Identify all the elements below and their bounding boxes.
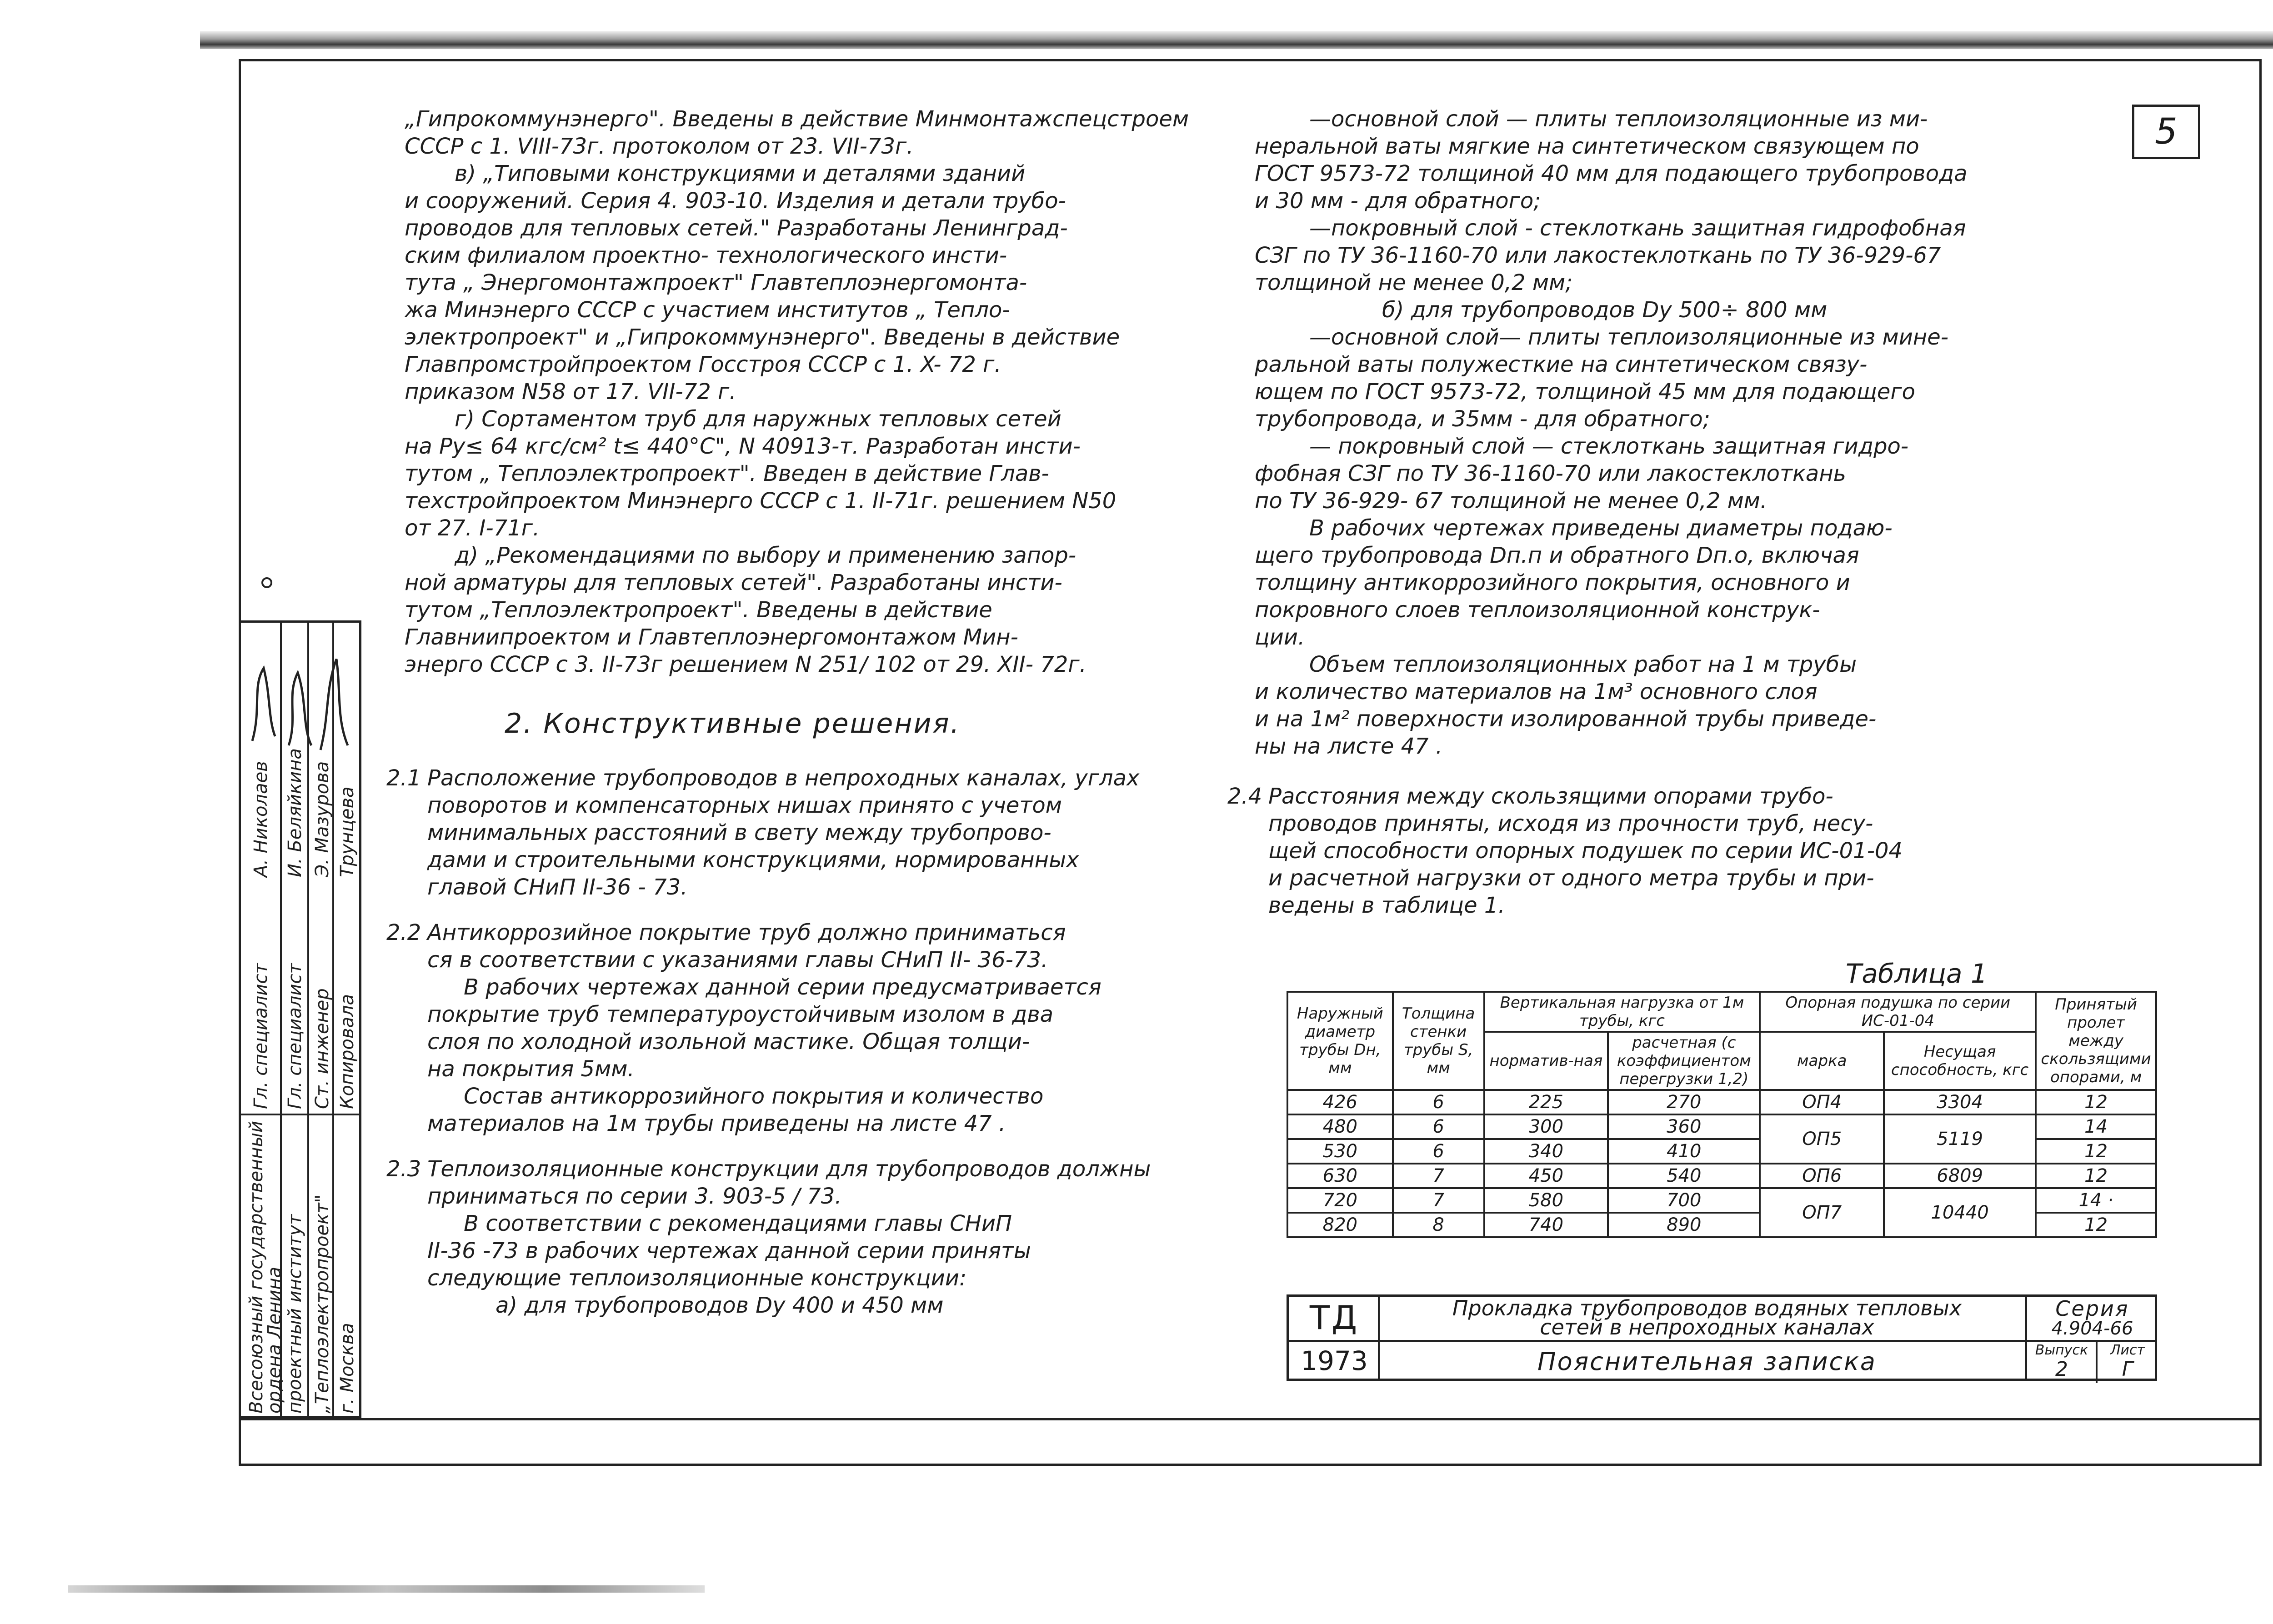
text-line: ведены в таблице 1.: [1268, 893, 1505, 918]
text-line: а) для трубопроводов Dу 400 и 450 мм: [496, 1293, 944, 1318]
tb-title-line-2: сетей в непроходных каналах: [1540, 1315, 1874, 1339]
cell: 426: [1287, 1090, 1393, 1114]
stamp-org-line: Всесоюзный государственный: [246, 1121, 267, 1414]
scan-artifact-top: [200, 31, 2273, 49]
header-load-calculated: расчетная (с коэффициентом перегрузки 1,2): [1608, 1032, 1760, 1090]
text-line: —основной слой — плиты теплоизоляционные из ми-: [1309, 106, 1928, 132]
stamp-role: Ст. инженер: [312, 988, 333, 1109]
header-diameter: Наружный диаметр трубы Dн, мм: [1287, 992, 1393, 1090]
cell: 890: [1608, 1213, 1760, 1237]
cell: 6809: [1884, 1164, 2036, 1188]
tb-year: 1973: [1301, 1345, 1368, 1376]
tb-divider: [1380, 1340, 2157, 1342]
cell: 14 ·: [2036, 1188, 2156, 1213]
text-line: поворотов и компенсаторных нишах принято с учетом: [427, 793, 1062, 818]
text-line: тута „ Энергомонтажпроект" Главтеплоэнергомонта-: [405, 270, 1027, 295]
text-line: Расположение трубопроводов в непроходных каналах, углах: [427, 765, 1140, 791]
cell: 480: [1287, 1114, 1393, 1139]
text-line: от 27. I-71г.: [405, 515, 540, 541]
tb-series-value: 4.904-66: [2051, 1318, 2133, 1339]
cell: ОП6: [1760, 1164, 1884, 1188]
header-support-capacity: Несущая способность, кгс: [1884, 1032, 2036, 1090]
paragraph-2-4: [1227, 783, 2141, 919]
text-line: г) Сортаментом труб для наружных тепловых сетей: [455, 406, 1061, 432]
cell: 720: [1287, 1188, 1393, 1213]
stamp-name: А. Николаев: [250, 761, 271, 877]
tb-right-divider: [2025, 1297, 2027, 1379]
right-text-column: [1227, 105, 2141, 919]
text-line: слоя по холодной изольной мастике. Общая толщи-: [427, 1029, 1030, 1054]
text-line: на Pу≤ 64 кгс/см² t≤ 440°C", N 40913-т. Разработан инсти-: [405, 434, 1081, 459]
cell: 10440: [1884, 1188, 2036, 1237]
header-wall: Толщина стенки трубы S, мм: [1393, 992, 1484, 1090]
cell: ОП7: [1760, 1188, 1884, 1237]
tb-series-label: Серия: [2055, 1296, 2129, 1321]
tb-issue-divider: [2096, 1340, 2098, 1383]
stamp-name: Э. Мазурова: [312, 761, 333, 877]
text-line: толщину антикоррозийного покрытия, основного и: [1255, 570, 1850, 595]
cell: 410: [1608, 1139, 1760, 1164]
paragraph-2-3: [386, 1155, 1259, 1319]
cell: 225: [1484, 1090, 1608, 1114]
item-number: 2.3: [386, 1156, 421, 1182]
text-line: II-36 -73 в рабочих чертежах данной серии приняты: [427, 1238, 1031, 1264]
text-line: приказом N58 от 17. VII-72 г.: [405, 379, 736, 405]
paragraph-2-1: [386, 765, 1259, 901]
cell: 580: [1484, 1188, 1608, 1213]
header-load: Вертикальная нагрузка от 1м трубы, кгс: [1484, 992, 1760, 1032]
side-stamp: [239, 620, 361, 1418]
stamp-org-line: ордена Ленина: [264, 1266, 285, 1414]
table-row: [1287, 1114, 2156, 1139]
cell: ОП4: [1760, 1090, 1884, 1114]
text-line: проводов для тепловых сетей." Разработаны Ленинград-: [405, 215, 1068, 241]
header-span: Принятый пролет между скользящими опорами, м: [2036, 992, 2156, 1090]
text-line: приниматься по серии 3. 903-5 / 73.: [427, 1184, 842, 1209]
cell: 12: [2036, 1164, 2156, 1188]
text-line: д) „Рекомендациями по выбору и применению запор-: [455, 543, 1076, 568]
table-row: [1287, 1090, 2156, 1114]
item-number: 2.2: [386, 920, 421, 945]
text-line: по ТУ 36-929- 67 толщиной не менее 0,2 мм.: [1255, 488, 1767, 514]
text-line: В соответствии с рекомендациями главы СНиП: [464, 1211, 1012, 1236]
text-line: СССР с 1. VIII-73г. протоколом от 23. VII-73г.: [405, 134, 914, 159]
text-line: Состав антикоррозийного покрытия и количество: [464, 1084, 1044, 1109]
text-line: проводов приняты, исходя из прочности труб, несу-: [1268, 811, 1873, 836]
cell: 7: [1393, 1164, 1484, 1188]
section-heading: 2. Конструктивные решения.: [505, 708, 961, 740]
paragraph-2-2: [386, 919, 1259, 1137]
text-line: тутом „Теплоэлектропроект". Введены в действие: [405, 597, 992, 623]
text-line: и 30 мм - для обратного;: [1255, 188, 1541, 214]
table-row: [1287, 1188, 2156, 1213]
cell: ОП5: [1760, 1114, 1884, 1164]
stamp-org-line: г. Москва: [337, 1323, 358, 1414]
text-line: толщиной не менее 0,2 мм;: [1255, 270, 1573, 295]
text-line: следующие теплоизоляционные конструкции:: [427, 1265, 967, 1291]
stamp-divider: [241, 1114, 359, 1115]
header-load-normative: норматив-ная: [1484, 1032, 1608, 1090]
text-line: СЗГ по ТУ 36-1160-70 или лакостеклоткань по ТУ 36-929-67: [1255, 243, 1941, 268]
stamp-role: Гл. специалист: [285, 963, 305, 1109]
cell: 820: [1287, 1213, 1393, 1237]
item-number: 2.4: [1227, 784, 1262, 809]
text-line: Расстояния между скользящими опорами трубо-: [1268, 784, 1833, 809]
table-caption: Таблица 1: [1846, 958, 1988, 989]
header-support-mark: марка: [1760, 1032, 1884, 1090]
scan-artifact-bottom: [68, 1585, 705, 1593]
text-line: на покрытия 5мм.: [427, 1056, 635, 1082]
cell: 12: [2036, 1090, 2156, 1114]
cell: 7: [1393, 1188, 1484, 1213]
cell: 6: [1393, 1090, 1484, 1114]
cell: 360: [1608, 1114, 1760, 1139]
tb-title-line-1: Прокладка трубопроводов водяных тепловых: [1452, 1296, 1962, 1320]
text-line: и количество материалов на 1м³ основного слоя: [1255, 679, 1817, 705]
cell: 340: [1484, 1139, 1608, 1164]
cell: 12: [2036, 1139, 2156, 1164]
cell: 700: [1608, 1188, 1760, 1213]
cell: 3304: [1884, 1090, 2036, 1114]
text-line: Объем теплоизоляционных работ на 1 м трубы: [1309, 652, 1857, 677]
tb-issue-label: Выпуск: [2035, 1342, 2088, 1358]
cell: 740: [1484, 1213, 1608, 1237]
text-line: энерго СССР с 3. II-73г решением N 251/ 102 от 29. XII- 72г.: [405, 652, 1086, 677]
text-line: покрытие труб температуроустойчивым изолом в два: [427, 1002, 1054, 1027]
text-line: в) „Типовыми конструкциями и деталями зданий: [455, 161, 1026, 186]
stamp-org-line: „Теплоэлектропроект": [312, 1194, 333, 1414]
text-line: — покровный слой — стеклоткань защитная гидро-: [1309, 434, 1909, 459]
text-line: дами и строительными конструкциями, нормированных: [427, 847, 1079, 873]
text-line: электропроект" и „Гипрокоммунэнерго". Введены в действие: [405, 325, 1120, 350]
text-line: жа Минэнерго СССР с участием институтов „ Тепло-: [405, 297, 1010, 323]
data-table: [1287, 991, 2157, 1238]
text-line: —покровный слой - стеклоткань защитная гидрофобная: [1309, 215, 1966, 241]
text-line: „Гипрокоммунэнерго". Введены в действие Минмонтажспецстроем: [405, 106, 1189, 132]
text-line: техстройпроектом Минэнерго СССР с 1. II-71г. решением N50: [405, 488, 1116, 514]
left-paragraph-refs: [405, 105, 1259, 678]
sheet-number: 5: [2132, 105, 2200, 159]
text-line: ной арматуры для тепловых сетей". Разработаны инсти-: [405, 570, 1062, 595]
text-line: Главпромстройпроектом Госстроя СССР с 1. X- 72 г.: [405, 352, 1001, 377]
table-row: [1287, 1164, 2156, 1188]
stamp-role: Гл. специалист: [250, 963, 271, 1109]
header-support: Опорная подушка по серии ИС-01-04: [1760, 992, 2036, 1032]
cell: 8: [1393, 1213, 1484, 1237]
tb-sheet-value: Г: [2122, 1358, 2133, 1381]
tb-sheet-label: Лист: [2110, 1342, 2145, 1358]
cell: 450: [1484, 1164, 1608, 1188]
text-line: и на 1м² поверхности изолированной трубы приведе-: [1255, 706, 1877, 732]
cell: 6: [1393, 1114, 1484, 1139]
tb-issue-value: 2: [2055, 1358, 2068, 1381]
cell: 14: [2036, 1114, 2156, 1139]
item-number: 2.1: [386, 765, 421, 791]
cell: 630: [1287, 1164, 1393, 1188]
table-header-row: [1287, 992, 2156, 1032]
text-line: минимальных расстояний в свету между трубопрово-: [427, 820, 1051, 845]
text-line: покровного слоев теплоизоляционной конструк-: [1255, 597, 1820, 623]
text-line: ральной ваты полужесткие на синтетическом связу-: [1255, 352, 1867, 377]
text-line: ским филиалом проектно- технологического инсти-: [405, 243, 1007, 268]
text-line: ны на листе 47 .: [1255, 734, 1443, 759]
text-line: ции.: [1255, 625, 1305, 650]
text-line: щего трубопровода Dп.п и обратного Dп.о, включая: [1255, 543, 1859, 568]
text-line: Главниипроектом и Главтеплоэнергомонтажом Мин-: [405, 625, 1018, 650]
text-line: главой СНиП II-36 - 73.: [427, 874, 688, 900]
text-line: б) для трубопроводов Dу 500÷ 800 мм: [1382, 297, 1827, 323]
text-line: В рабочих чертежах приведены диаметры подаю-: [1309, 515, 1892, 541]
text-line: трубопровода, и 35мм - для обратного;: [1255, 406, 1710, 432]
cell: 12: [2036, 1213, 2156, 1237]
tb-document-name: Пояснительная записка: [1537, 1347, 1877, 1376]
text-line: щей способности опорных подушек по серии ИС-01-04: [1268, 838, 1903, 864]
title-block: [1287, 1294, 2157, 1381]
stamp-role: Копировала: [337, 994, 358, 1109]
text-line: тутом „ Теплоэлектропроект". Введен в действие Глав-: [405, 461, 1049, 486]
left-text-column: [386, 105, 1259, 1319]
text-line: Теплоизоляционные конструкции для трубопроводов должны: [427, 1156, 1151, 1182]
text-line: В рабочих чертежах данной серии предусматривается: [464, 974, 1101, 1000]
text-line: материалов на 1м трубы приведены на листе 47 .: [427, 1111, 1006, 1136]
text-line: неральной ваты мягкие на синтетическом связующем по: [1255, 134, 1919, 159]
signatures: [243, 641, 359, 759]
text-line: ся в соответствии с указаниями главы СНиП II- 36-73.: [427, 947, 1048, 973]
cell: 540: [1608, 1164, 1760, 1188]
text-line: ющем по ГОСТ 9573-72, толщиной 45 мм для подающего: [1255, 379, 1916, 405]
stamp-name: И. Беляйкина: [285, 748, 305, 877]
text-line: и расчетной нагрузки от одного метра трубы и при-: [1268, 865, 1874, 891]
text-line: Антикоррозийное покрытие труб должно приниматься: [427, 920, 1066, 945]
frame-bottom-line: [239, 1418, 2262, 1420]
punch-hole-mark: [261, 577, 272, 588]
text-line: —основной слой— плиты теплоизоляционные из мине-: [1309, 325, 1949, 350]
stamp-name: Трунцева: [337, 786, 358, 877]
cell: 530: [1287, 1139, 1393, 1164]
text-line: фобная СЗГ по ТУ 36-1160-70 или лакостеклоткань: [1255, 461, 1847, 486]
cell: 5119: [1884, 1114, 2036, 1164]
cell: 300: [1484, 1114, 1608, 1139]
text-line: ГОСТ 9573-72 толщиной 40 мм для подающего трубопровода: [1255, 161, 1968, 186]
cell: 270: [1608, 1090, 1760, 1114]
text-line: и сооружений. Серия 4. 903-10. Изделия и детали трубо-: [405, 188, 1066, 214]
cell: 6: [1393, 1139, 1484, 1164]
tb-td-mark: ТД: [1309, 1299, 1359, 1337]
stamp-org-line: проектный институт: [285, 1214, 305, 1414]
